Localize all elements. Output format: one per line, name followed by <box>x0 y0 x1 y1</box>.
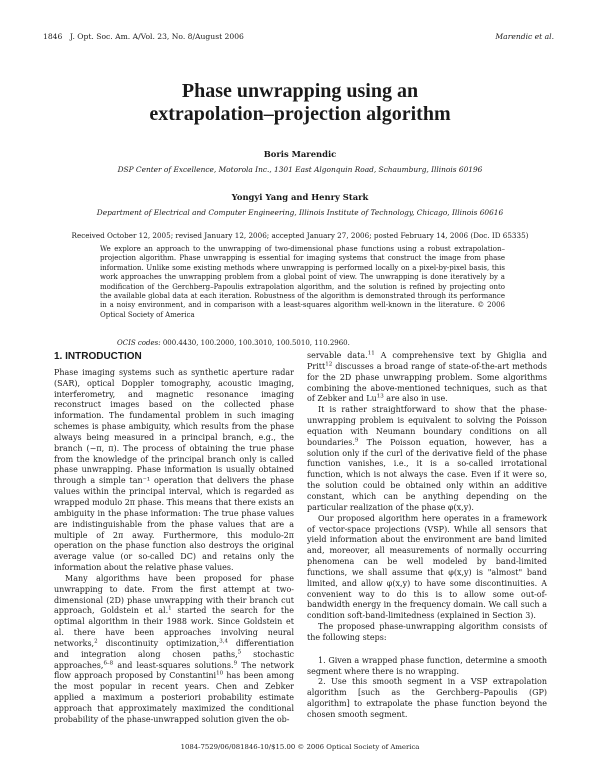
section-heading: 1. INTRODUCTION <box>54 351 142 362</box>
citation-ref: 11 <box>367 350 375 357</box>
page-footer: 1084-7529/06/081846-10/$15.00 © 2006 Optical Society of America <box>180 743 420 751</box>
citation-ref: 9 <box>233 659 238 666</box>
citation-ref: 5 <box>237 649 242 656</box>
running-author: Marendic et al. <box>495 32 554 41</box>
citation-ref: 2 <box>94 638 98 645</box>
author-primary: Boris Marendic <box>263 149 337 159</box>
citation-ref: 13 <box>376 393 384 400</box>
affiliation-secondary: Department of Electrical and Computer Engineering, Illinois Institute of Technology, Chicago, Illinois 60616 <box>96 208 504 217</box>
citation-ref: 6–8 <box>103 659 114 666</box>
journal-citation: J. Opt. Soc. Am. A/Vol. 23, No. 8/August 2006 <box>70 32 244 41</box>
algorithm-step: 2. Use this smooth segment in a VSP extrapolation algorithm [such as the Gerchberg–Papoulis (GP) algorithm] to extrapolate the phase function beyond the chosen smooth segment. <box>307 677 547 719</box>
ocis-codes <box>117 339 350 347</box>
citation-ref: 1 <box>168 605 172 612</box>
intro-paragraph-1: Phase imaging systems such as synthetic aperture radar (SAR), optical Doppler tomography, acoustic imaging, interferometry, and magnetic resonance imaging reconstruct images based on the collected phase information. The fundamental problem in such imaging schemes is phase ambiguity, which results from the phase always being measured in a principal branch, e.g., the branch (−π, π). The process of obtaining the true phase from the knowledge of the principal branch only is called phase unwrapping. Phase information is usually obtained through a simple tan⁻¹ operation that delivers the phase values within the principal interval, which is regarded as wrapped modulo 2π phase. This means that there exists an ambiguity in the phase information: The true phase values are indistinguishable from the phase values that are a multiple of 2π away. Furthermore, this modulo-2π operation on the phase function also destroys the original average value (or so-called DC) and retains only the information about the relative phase values. <box>54 367 294 573</box>
intro-paragraph-5: Our proposed algorithm here operates in a framework of vector-space projections (VSP). While all sensors that yield information about the environment are band limited and, moreover, all measurements of normally occurring phenomena can be well modeled by band-limited functions, we shall assume that φ(x,y) is "almost" band limited, and allow φ(x,y) to have some discontinuities. A convenient way to do this is to allow some out-of-bandwidth energy in the frequency domain. We call such a condition soft-band-limitedness (explained in Section 3). <box>307 513 547 621</box>
citation-ref: 10 <box>216 670 224 677</box>
intro-paragraph-4: It is rather straightforward to show that the phase-unwrapping problem is equivalent to solving the Poisson equation with Neumann boundary conditions on all boundaries.$^9$ The Poisson equation, however, has a solution only if the curl of the derivative field of the phase function vanishes, i.e., it is a so-called irrotational function, which is not always the case. Even if it were so, the solution could be obtained only within an additive constant, which can be anything depending on the particular realization of the phase φ(x,y). <box>307 405 547 512</box>
article-title <box>0 80 600 126</box>
received-dates: Received October 12, 2005; revised January 12, 2006; accepted January 27, 2006; posted February 14, 2006 (Doc. ID 65335) <box>71 231 529 240</box>
right-column <box>307 351 547 721</box>
title-line-1: Phase unwrapping using an <box>181 80 419 102</box>
citation-ref: 9 <box>354 437 359 444</box>
intro-paragraph-6: The proposed phase-unwrapping algorithm consists of the following steps: <box>307 622 547 642</box>
citation-ref: 3,4 <box>219 638 228 645</box>
left-column <box>54 352 294 726</box>
intro-paragraph-3: servable data.$^{11}$ A comprehensive text by Ghiglia and Pritt$^{12}$ discusses a broad range of state-of-the-art methods for the 2D phase unwrapping problem. Some algorithms combining the above-mentioned techniques, such as that of Zebker and Lu$^{13}$ are also in use. <box>307 350 548 404</box>
algorithm-step: 1. Given a wrapped phase function, determine a smooth segment where there is no wrapping. <box>307 655 547 676</box>
ocis-values: 000.4430, 100.2000, 100.3010, 100.5010, 110.2960. <box>162 339 350 347</box>
title-line-2: extrapolation–projection algorithm <box>149 103 451 125</box>
citation-ref: 12 <box>325 361 333 368</box>
spacer <box>307 644 547 656</box>
author-secondary: Yongyi Yang and Henry Stark <box>231 192 369 202</box>
abstract: We explore an approach to the unwrapping of two-dimensional phase functions using a robust extrapolation–projection algorithm. Phase unwrapping is essential for imaging systems that construct the image from phase information. Unlike some existing methods where unwrapping is performed locally on a pixel-by-pixel basis, this work approaches the unwrapping problem from a global point of view. The unwrapping is done iteratively by a modification of the Gerchberg–Papoulis extrapolation algorithm, and the solution is refined by projecting onto the available global data at each iteration. Robustness of the algorithm is demonstrated through its performance in a noisy environment, and in comparison with a least-squares algorithm well-known in the literature. © 2006 Optical Society of America <box>100 245 505 319</box>
algorithm-steps <box>307 656 547 721</box>
affiliation-primary: DSP Center of Excellence, Motorola Inc., 1301 East Algonquin Road, Schaumburg, Illinois 60196 <box>117 165 483 174</box>
ocis-label: OCIS codes: <box>117 339 161 347</box>
intro-paragraph-2: Many algorithms have been proposed for phase unwrapping to date. From the first attempt at two-dimensional (2D) phase unwrapping with their branch cut approach, Goldstein et al.$^1$ started the search for the optimal algorithm in their 1988 work. Since Goldstein et al. there have been approaches involving neural networks,$^2$ discontinuity optimization,$^{3,4}$ differentiation and integration along chosen paths,$^5$ stochastic approaches,$^{6-8}$ and least-squares solutions.$^9$ The network flow approach proposed by Constantini$^{10}$ has been among the most popular in recent years. Chen and Zebker applied a maximum a posteriori probability estimate approach that approximately maximized the conditional probability of the phase-unwrapped solution given the ob- <box>54 573 294 724</box>
page-number: 1846 <box>43 32 63 41</box>
